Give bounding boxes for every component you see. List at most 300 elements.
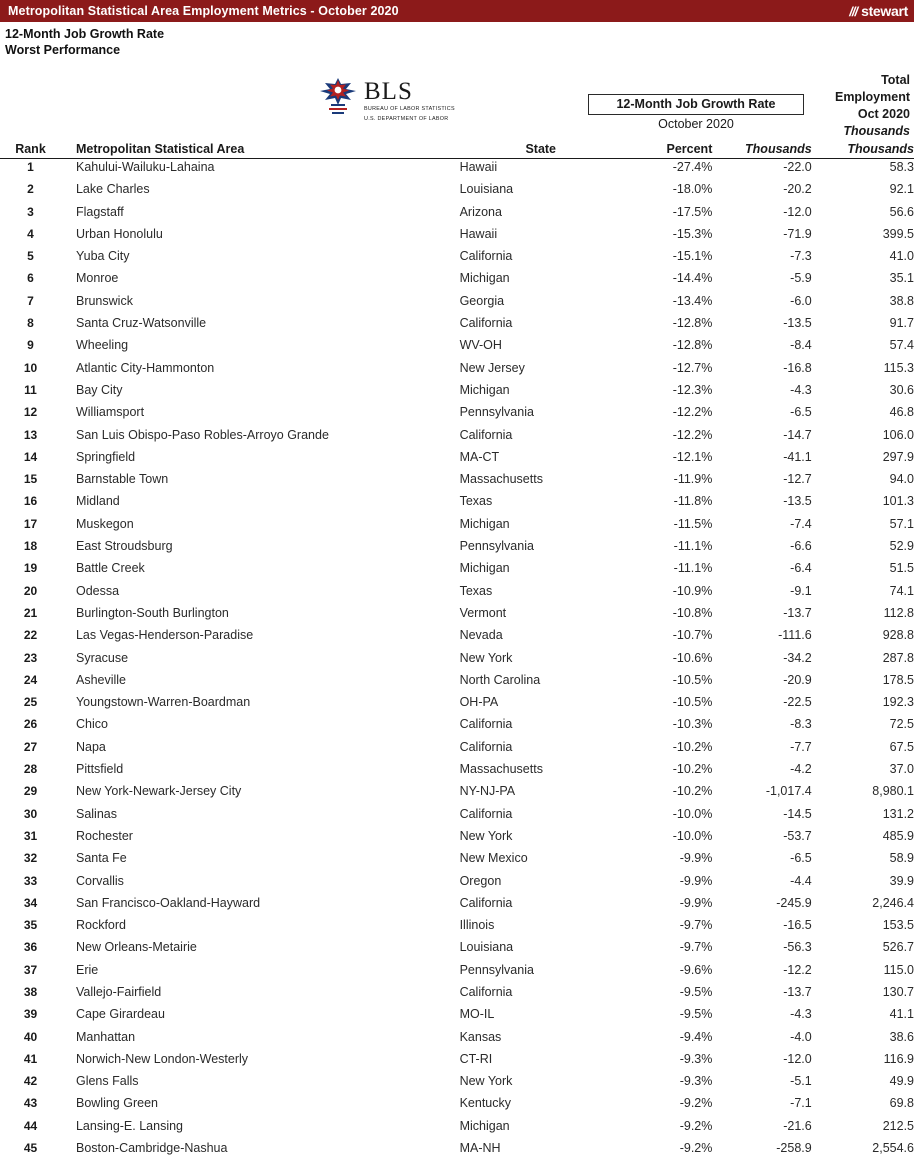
cell-percent: -13.4% — [672, 293, 713, 308]
cell-msa: Chico — [75, 717, 108, 732]
table-row — [0, 338, 914, 360]
cell-total-employment: 928.8 — [882, 628, 914, 643]
cell-total-employment: 2,246.4 — [872, 895, 914, 910]
cell-thousands: -4.3 — [790, 1007, 812, 1022]
bls-logo — [318, 77, 455, 123]
cell-rank: 9 — [27, 338, 34, 353]
cell-total-employment: 115.0 — [883, 962, 914, 977]
cell-msa: Bay City — [75, 382, 123, 397]
cell-thousands: -4.2 — [790, 762, 812, 777]
cell-msa: Monroe — [75, 271, 119, 286]
cell-percent: -9.2% — [679, 1141, 713, 1156]
cell-state: CT-RI — [459, 1051, 493, 1066]
total-employment-line3: Oct 2020 — [857, 107, 910, 121]
cell-thousands: -6.5 — [790, 851, 812, 866]
cell-thousands: -5.1 — [790, 1074, 812, 1089]
cell-thousands: -7.3 — [790, 249, 812, 264]
table-row — [0, 539, 914, 561]
cell-state: Louisiana — [459, 182, 514, 197]
cell-percent: -12.7% — [672, 360, 713, 375]
cell-msa: Rochester — [75, 828, 133, 843]
cell-state: North Carolina — [459, 672, 541, 687]
table-row — [0, 160, 914, 182]
cell-thousands: -20.9 — [783, 672, 812, 687]
table-row — [0, 428, 914, 450]
cell-thousands: -4.0 — [790, 1029, 812, 1044]
cell-thousands: -5.9 — [790, 271, 812, 286]
cell-rank: 40 — [23, 1029, 38, 1044]
stewart-mark-icon: /// — [849, 3, 858, 19]
cell-total-employment: 69.8 — [889, 1096, 914, 1111]
cell-rank: 39 — [23, 1007, 38, 1022]
table-row — [0, 561, 914, 583]
cell-msa: Glens Falls — [75, 1074, 139, 1089]
cell-percent: -12.1% — [672, 449, 713, 464]
column-header-rank: Rank — [15, 142, 46, 156]
total-employment-header — [806, 72, 910, 140]
cell-state: California — [459, 984, 513, 999]
cell-msa: Syracuse — [75, 650, 129, 665]
cell-rank: 25 — [23, 695, 38, 710]
cell-thousands: -41.1 — [783, 449, 812, 464]
cell-total-employment: 38.6 — [889, 1029, 914, 1044]
report-subtitle-line2: Worst Performance — [5, 43, 121, 57]
cell-percent: -10.6% — [672, 650, 713, 665]
cell-thousands: -4.3 — [790, 382, 812, 397]
cell-msa: Asheville — [75, 672, 127, 687]
cell-thousands: -12.0 — [783, 204, 812, 219]
cell-thousands: -16.8 — [783, 360, 812, 375]
cell-rank: 14 — [23, 449, 38, 464]
cell-rank: 24 — [23, 672, 38, 687]
cell-state: Kansas — [459, 1029, 502, 1044]
cell-percent: -17.5% — [672, 204, 713, 219]
table-row — [0, 940, 914, 962]
cell-rank: 38 — [23, 984, 38, 999]
table-row — [0, 851, 914, 873]
report-header — [0, 22, 914, 142]
column-header-msa: Metropolitan Statistical Area — [75, 142, 245, 156]
cell-thousands: -111.6 — [778, 628, 812, 643]
table-row — [0, 1074, 914, 1096]
cell-state: OH-PA — [459, 695, 499, 710]
cell-percent: -11.8% — [673, 494, 713, 509]
cell-state: Pennsylvania — [459, 962, 534, 977]
cell-total-employment: 46.8 — [889, 405, 914, 420]
cell-total-employment: 41.1 — [889, 1007, 914, 1022]
cell-total-employment: 212.5 — [882, 1118, 914, 1133]
cell-rank: 44 — [23, 1118, 38, 1133]
cell-msa: Salinas — [75, 806, 117, 821]
cell-state: Vermont — [459, 605, 507, 620]
cell-rank: 33 — [23, 873, 38, 888]
cell-state: WV-OH — [459, 338, 502, 353]
cell-total-employment: 115.3 — [883, 360, 914, 375]
cell-thousands: -22.5 — [783, 695, 812, 710]
table-row — [0, 1052, 914, 1074]
cell-msa: Muskegon — [75, 516, 134, 531]
cell-total-employment: 131.2 — [882, 806, 914, 821]
title-bar — [0, 0, 914, 22]
cell-total-employment: 92.1 — [889, 182, 914, 197]
cell-percent: -18.0% — [672, 182, 713, 197]
table-row — [0, 227, 914, 249]
bls-logo-text — [364, 77, 455, 123]
cell-percent: -11.1% — [673, 561, 713, 576]
cell-msa: Flagstaff — [75, 204, 124, 219]
stewart-brand-name: stewart — [861, 3, 908, 19]
cell-percent: -12.8% — [672, 338, 713, 353]
cell-total-employment: 49.9 — [889, 1074, 914, 1089]
table-row — [0, 896, 914, 918]
cell-total-employment: 57.1 — [889, 516, 914, 531]
table-row — [0, 517, 914, 539]
cell-msa: Kahului-Wailuku-Lahaina — [75, 160, 215, 174]
cell-rank: 18 — [23, 539, 38, 554]
table-column-headers — [0, 142, 914, 159]
cell-state: New York — [459, 650, 513, 665]
cell-rank: 42 — [23, 1074, 38, 1089]
cell-total-employment: 91.7 — [889, 316, 914, 331]
cell-rank: 26 — [23, 717, 38, 732]
cell-msa: Barnstable Town — [75, 472, 169, 487]
cell-state: Michigan — [459, 271, 510, 286]
cell-state: Texas — [459, 583, 493, 598]
cell-percent: -10.9% — [672, 583, 713, 598]
cell-thousands: -16.5 — [783, 918, 812, 933]
cell-msa: Vallejo-Fairfield — [75, 984, 162, 999]
cell-rank: 27 — [23, 739, 38, 754]
stewart-logo — [849, 4, 908, 18]
cell-rank: 28 — [23, 762, 38, 777]
cell-total-employment: 67.5 — [889, 739, 914, 754]
table-row — [0, 1096, 914, 1118]
bls-line1: BUREAU OF LABOR STATISTICS — [364, 106, 455, 112]
cell-rank: 12 — [23, 405, 38, 420]
table-row — [0, 1030, 914, 1052]
table-row — [0, 985, 914, 1007]
cell-msa: Norwich-New London-Westerly — [75, 1051, 249, 1066]
cell-thousands: -20.2 — [783, 182, 812, 197]
cell-state: Pennsylvania — [459, 539, 534, 554]
cell-percent: -12.2% — [672, 427, 713, 442]
cell-msa: Bowling Green — [75, 1096, 158, 1111]
cell-rank: 32 — [23, 851, 38, 866]
cell-rank: 34 — [23, 895, 38, 910]
cell-thousands: -22.0 — [783, 160, 812, 174]
table-row — [0, 1119, 914, 1141]
cell-thousands: -34.2 — [783, 650, 812, 665]
cell-state: California — [459, 427, 513, 442]
cell-msa: Erie — [75, 962, 99, 977]
bls-line2: U.S. DEPARTMENT OF LABOR — [364, 116, 449, 122]
cell-rank: 17 — [23, 516, 38, 531]
cell-thousands: -9.1 — [790, 583, 812, 598]
cell-total-employment: 39.9 — [889, 873, 914, 888]
cell-msa: Brunswick — [75, 293, 133, 308]
table-row — [0, 205, 914, 227]
growth-rate-period: October 2020 — [658, 117, 734, 131]
table-row — [0, 405, 914, 427]
cell-thousands: -6.4 — [790, 561, 812, 576]
cell-percent: -10.2% — [672, 739, 713, 754]
cell-total-employment: 2,554.6 — [872, 1141, 914, 1156]
cell-thousands: -6.5 — [790, 405, 812, 420]
cell-percent: -9.9% — [679, 851, 713, 866]
cell-total-employment: 153.5 — [882, 918, 914, 933]
cell-total-employment: 399.5 — [882, 226, 914, 241]
cell-thousands: -258.9 — [776, 1141, 812, 1156]
cell-thousands: -13.5 — [783, 316, 812, 331]
cell-total-employment: 178.5 — [882, 672, 914, 687]
cell-state: Georgia — [459, 293, 505, 308]
table-row — [0, 963, 914, 985]
cell-state: New Mexico — [459, 851, 528, 866]
cell-total-employment: 287.8 — [882, 650, 914, 665]
cell-total-employment: 58.9 — [889, 851, 914, 866]
cell-rank: 2 — [27, 182, 34, 197]
cell-rank: 11 — [24, 382, 37, 397]
cell-percent: -10.3% — [672, 717, 713, 732]
table-row — [0, 628, 914, 650]
cell-rank: 30 — [23, 806, 38, 821]
cell-state: Massachusetts — [459, 762, 543, 777]
column-header-total: Thousands — [847, 142, 914, 156]
table-row — [0, 383, 914, 405]
cell-state: Oregon — [459, 873, 502, 888]
cell-total-employment: 38.8 — [889, 293, 914, 308]
cell-total-employment: 41.0 — [889, 249, 914, 264]
cell-percent: -10.5% — [672, 695, 713, 710]
cell-state: Michigan — [459, 1118, 510, 1133]
table-row — [0, 584, 914, 606]
cell-rank: 8 — [27, 316, 34, 331]
cell-total-employment: 101.3 — [882, 494, 914, 509]
cell-percent: -15.3% — [672, 226, 713, 241]
cell-total-employment: 192.3 — [882, 695, 914, 710]
cell-msa: Atlantic City-Hammonton — [75, 360, 215, 375]
cell-msa: Rockford — [75, 918, 127, 933]
cell-rank: 31 — [23, 828, 38, 843]
cell-state: Hawaii — [459, 226, 498, 241]
table-row — [0, 450, 914, 472]
table-row — [0, 762, 914, 784]
cell-msa: Lake Charles — [75, 182, 150, 197]
cell-state: New York — [459, 828, 513, 843]
cell-msa: Odessa — [75, 583, 120, 598]
cell-msa: San Francisco-Oakland-Hayward — [75, 895, 261, 910]
table-row — [0, 784, 914, 806]
cell-state: California — [459, 316, 513, 331]
table-row — [0, 361, 914, 383]
cell-total-employment: 297.9 — [882, 449, 914, 464]
cell-rank: 10 — [23, 360, 38, 375]
cell-rank: 15 — [23, 472, 38, 487]
cell-rank: 19 — [23, 561, 38, 576]
cell-msa: Pittsfield — [75, 762, 124, 777]
cell-state: MA-CT — [459, 449, 500, 464]
table-row — [0, 1007, 914, 1029]
table-row — [0, 918, 914, 940]
cell-percent: -9.9% — [679, 895, 713, 910]
table-row — [0, 271, 914, 293]
cell-total-employment: 58.3 — [889, 160, 914, 174]
cell-total-employment: 485.9 — [882, 828, 914, 843]
cell-percent: -9.7% — [679, 918, 713, 933]
cell-percent: -10.5% — [672, 672, 713, 687]
cell-thousands: -13.7 — [783, 605, 812, 620]
cell-thousands: -71.9 — [783, 226, 812, 241]
cell-rank: 5 — [27, 249, 34, 264]
cell-percent: -9.4% — [679, 1029, 713, 1044]
cell-state: New York — [459, 1074, 513, 1089]
table-row — [0, 695, 914, 717]
cell-thousands: -4.4 — [790, 873, 812, 888]
cell-msa: Manhattan — [75, 1029, 136, 1044]
cell-percent: -10.0% — [672, 828, 713, 843]
cell-rank: 3 — [27, 204, 34, 219]
table-row — [0, 294, 914, 316]
cell-rank: 45 — [23, 1141, 38, 1156]
cell-state: MO-IL — [459, 1007, 495, 1022]
cell-rank: 23 — [23, 650, 38, 665]
cell-percent: -11.5% — [673, 516, 713, 531]
cell-total-employment: 72.5 — [889, 717, 914, 732]
cell-percent: -10.2% — [672, 784, 713, 799]
bls-seal-icon — [318, 77, 358, 119]
cell-msa: East Stroudsburg — [75, 539, 173, 554]
cell-state: Michigan — [459, 561, 510, 576]
cell-percent: -9.5% — [679, 984, 713, 999]
table-row — [0, 829, 914, 851]
cell-msa: Cape Girardeau — [75, 1007, 165, 1022]
cell-percent: -10.0% — [672, 806, 713, 821]
cell-msa: Santa Cruz-Watsonville — [75, 316, 207, 331]
cell-thousands: -21.6 — [783, 1118, 812, 1133]
table-row — [0, 182, 914, 204]
cell-state: California — [459, 739, 513, 754]
total-employment-line1: Total — [881, 73, 910, 87]
table-row — [0, 673, 914, 695]
cell-total-employment: 106.0 — [882, 427, 914, 442]
cell-total-employment: 30.6 — [889, 382, 914, 397]
cell-msa: Burlington-South Burlington — [75, 605, 229, 620]
cell-state: California — [459, 806, 513, 821]
cell-rank: 16 — [23, 494, 38, 509]
column-header-state: State — [525, 142, 557, 156]
cell-state: Texas — [459, 494, 493, 509]
table-row — [0, 316, 914, 338]
column-header-thousands: Thousands — [745, 142, 812, 156]
cell-rank: 21 — [23, 605, 38, 620]
cell-percent: -10.2% — [672, 762, 713, 777]
page-title: Metropolitan Statistical Area Employment Metrics - October 2020 — [8, 4, 399, 18]
cell-percent: -15.1% — [672, 249, 713, 264]
total-employment-line4: Thousands — [843, 124, 910, 138]
cell-msa: Wheeling — [75, 338, 129, 353]
cell-percent: -9.2% — [679, 1118, 713, 1133]
cell-state: Michigan — [459, 382, 510, 397]
cell-total-employment: 51.5 — [889, 561, 914, 576]
cell-msa: Las Vegas-Henderson-Paradise — [75, 628, 254, 643]
growth-rate-header-box: 12-Month Job Growth Rate — [588, 94, 804, 115]
cell-thousands: -8.4 — [790, 338, 812, 353]
cell-rank: 36 — [23, 940, 38, 955]
cell-state: Massachusetts — [459, 472, 543, 487]
table-row — [0, 807, 914, 829]
bls-acronym: BLS — [364, 78, 413, 105]
table-row — [0, 249, 914, 271]
cell-thousands: -12.7 — [783, 472, 812, 487]
cell-rank: 35 — [23, 918, 38, 933]
table-row — [0, 472, 914, 494]
cell-total-employment: 37.0 — [889, 762, 914, 777]
table-row — [0, 1141, 914, 1163]
cell-msa: Santa Fe — [75, 851, 127, 866]
cell-state: Hawaii — [459, 160, 498, 174]
cell-percent: -9.7% — [679, 940, 713, 955]
cell-total-employment: 8,980.1 — [872, 784, 914, 799]
cell-thousands: -13.5 — [783, 494, 812, 509]
cell-state: Nevada — [459, 628, 503, 643]
cell-percent: -9.2% — [679, 1096, 713, 1111]
column-header-percent: Percent — [666, 142, 713, 156]
cell-percent: -10.8% — [672, 605, 713, 620]
cell-rank: 1 — [27, 160, 34, 174]
cell-percent: -9.3% — [679, 1051, 713, 1066]
cell-state: California — [459, 717, 513, 732]
cell-msa: Yuba City — [75, 249, 130, 264]
cell-rank: 6 — [27, 271, 34, 286]
cell-msa: New York-Newark-Jersey City — [75, 784, 242, 799]
cell-rank: 7 — [27, 293, 34, 308]
cell-state: Illinois — [459, 918, 495, 933]
cell-msa: Youngstown-Warren-Boardman — [75, 695, 251, 710]
cell-rank: 13 — [23, 427, 38, 442]
cell-total-employment: 526.7 — [882, 940, 914, 955]
cell-total-employment: 112.8 — [883, 605, 914, 620]
cell-msa: Williamsport — [75, 405, 145, 420]
cell-thousands: -12.0 — [783, 1051, 812, 1066]
cell-rank: 20 — [23, 583, 38, 598]
cell-state: Michigan — [459, 516, 510, 531]
cell-msa: New Orleans-Metairie — [75, 940, 197, 955]
cell-rank: 41 — [23, 1051, 38, 1066]
cell-msa: Napa — [75, 739, 106, 754]
cell-msa: Battle Creek — [75, 561, 145, 576]
cell-total-employment: 130.7 — [882, 984, 914, 999]
cell-msa: San Luis Obispo-Paso Robles-Arroyo Grande — [75, 427, 329, 442]
cell-state: NY-NJ-PA — [459, 784, 516, 799]
cell-rank: 29 — [23, 784, 38, 799]
cell-thousands: -6.0 — [790, 293, 812, 308]
cell-msa: Midland — [75, 494, 120, 509]
cell-thousands: -14.5 — [783, 806, 812, 821]
cell-percent: -27.4% — [672, 160, 713, 174]
cell-rank: 43 — [23, 1096, 38, 1111]
cell-thousands: -14.7 — [783, 427, 812, 442]
table-row — [0, 606, 914, 628]
table-row — [0, 651, 914, 673]
cell-total-employment: 52.9 — [889, 539, 914, 554]
cell-state: Arizona — [459, 204, 502, 219]
cell-thousands: -7.4 — [790, 516, 812, 531]
cell-percent: -11.9% — [673, 472, 713, 487]
table-row — [0, 740, 914, 762]
table-row — [0, 717, 914, 739]
cell-rank: 4 — [27, 226, 34, 241]
cell-total-employment: 57.4 — [889, 338, 914, 353]
